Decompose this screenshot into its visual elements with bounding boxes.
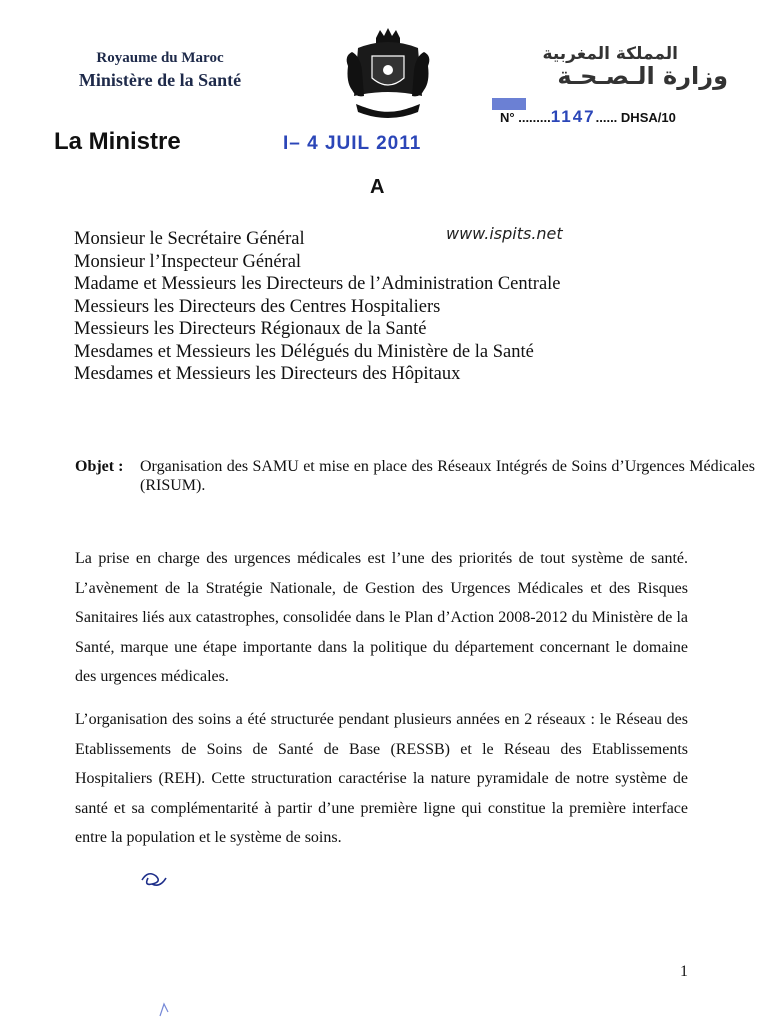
kingdom-name-ar: المملكة المغربية xyxy=(542,44,678,64)
watermark-url: www.ispits.net xyxy=(446,224,563,243)
addressee-item: Monsieur le Secrétaire Général xyxy=(74,229,305,249)
addressee-item: Messieurs les Directeurs Régionaux de la Santé xyxy=(74,319,427,339)
royal-coat-of-arms-icon xyxy=(338,26,438,122)
addressee-item: Monsieur l’Inspecteur Général xyxy=(74,251,302,272)
addressee-item: Mesdames et Messieurs les Directeurs des Hôpitaux xyxy=(74,364,461,384)
body-paragraph-1: La prise en charge des urgences médicales est l’une des priorités de tout système de santé. L’avènement de la Stratégie Nationale, de Gestion des Urgences Médicales et des Risques Sanitaires liés aux catastrophes, consolidée dans le Plan d’Action 2008-2012 du Ministère de la Santé, marque une étape importante dans la politique du département concernant le domaine des urgences médicales. xyxy=(75,550,688,685)
addressee-item: Mesdames et Messieurs les Délégués du Ministère de la Santé xyxy=(74,341,534,362)
recipient-marker: A xyxy=(370,176,385,198)
addressee-list xyxy=(74,228,561,386)
page-number: 1 xyxy=(680,963,688,980)
handwritten-initials-icon xyxy=(138,868,168,890)
ministry-name-ar: وزارة الـصـحـة xyxy=(557,62,728,90)
date-stamp-text: 4 JUIL 2011 xyxy=(307,133,422,154)
kingdom-name-fr: Royaume du Maroc xyxy=(96,50,224,66)
ministry-name-fr: Ministère de la Santé xyxy=(78,70,242,90)
date-stamp: I– 4 JUIL 2011 xyxy=(283,133,422,154)
subject-label: Objet : xyxy=(75,458,124,475)
subject-text: Organisation des SAMU et mise en place des Réseaux Intégrés de Soins d’Urgences Médicales (RISUM). xyxy=(140,458,755,494)
ink-mark-icon xyxy=(156,1000,172,1018)
reference-stamp-number: 1147 xyxy=(550,107,596,126)
addressee-item: Messieurs les Directeurs des Centres Hospitaliers xyxy=(74,296,441,317)
reference-prefix: N° xyxy=(500,110,515,125)
reference-suffix: DHSA/10 xyxy=(620,110,676,125)
reference-number: N° .........1147...... DHSA/10 xyxy=(500,107,676,126)
addressee-item: Madame et Messieurs les Directeurs de l’Administration Centrale xyxy=(74,274,561,294)
body-paragraph-2: L’organisation des soins a été structurée pendant plusieurs années en 2 réseaux : le Réseau des Etablissements de Soins de Santé de Base (RESSB) et le Réseau des Etablissements Hospitaliers (REH). Cette structuration caractérise la nature pyramidale de notre système de santé et sa complémentarité à partir d’une première ligne qui constitue la première interface entre la population et le système de soins. xyxy=(75,711,688,846)
sender-title: La Ministre xyxy=(54,128,181,155)
